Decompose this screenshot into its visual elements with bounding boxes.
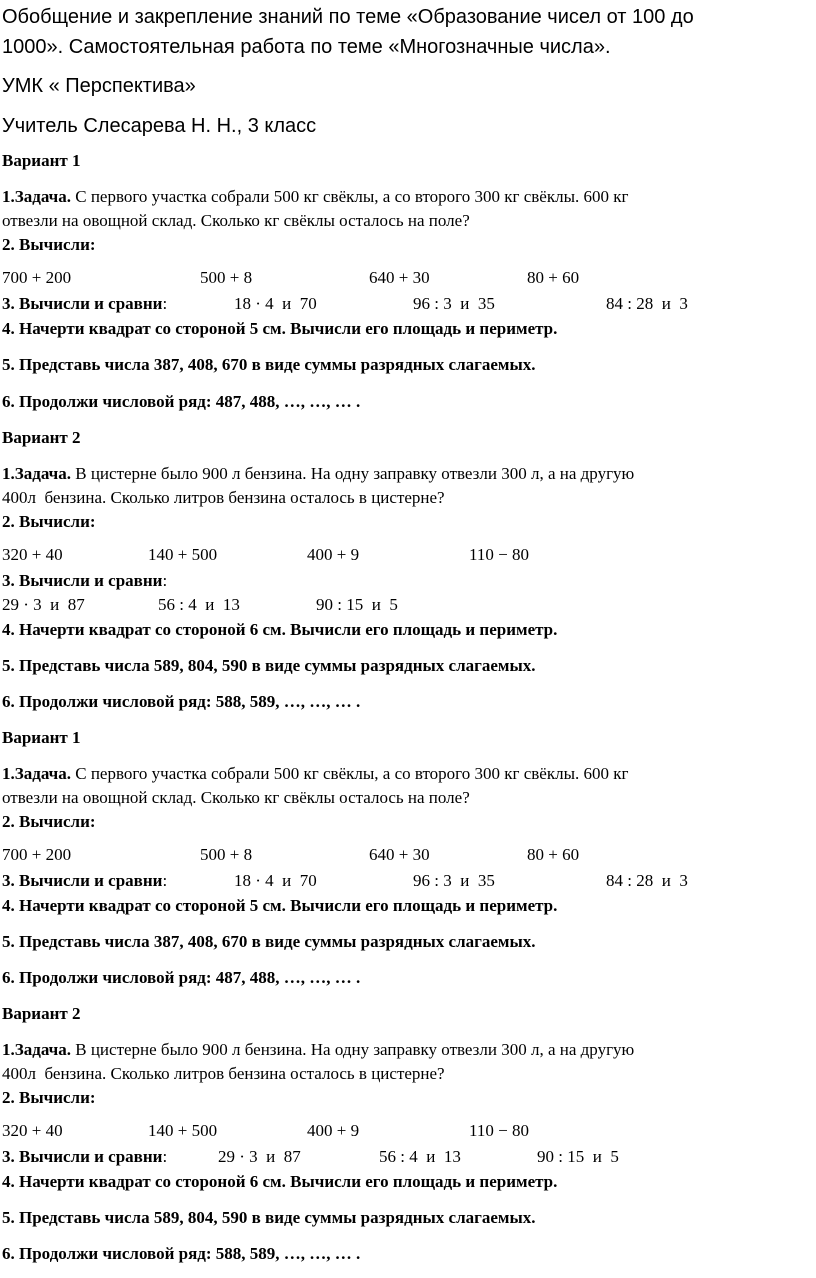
task-1-text: В цистерне было 900 л бензина. На одну заправку отвезли 300 л, а на другую	[70, 1040, 635, 1059]
compare-expression: 90 : 15 и 5	[316, 595, 398, 614]
task-2-label: 2. Вычисли:	[2, 1088, 96, 1107]
compare-expression: 84 : 28 и 3	[606, 294, 688, 313]
title-line-2: 1000». Самостоятельная работа по теме «Многозначные числа».	[2, 36, 611, 58]
compare-expression: 56 : 4 и 13	[379, 1147, 461, 1166]
task-3-label-wrap	[2, 570, 167, 592]
task-4: 4. Начерти квадрат со стороной 5 см. Вычисли его площадь и периметр.	[2, 319, 558, 338]
variant-title: Вариант 1	[2, 728, 81, 747]
task-2-label: 2. Вычисли:	[2, 812, 96, 831]
compare-expression: 56 : 4 и 13	[158, 595, 240, 614]
calc-expression: 700 + 200	[2, 845, 72, 864]
task-1-text: С первого участка собрали 500 кг свёклы, а со второго 300 кг свёклы. 600 кг	[70, 764, 629, 783]
calc-expression: 500 + 8	[200, 268, 253, 287]
task-3-colon: :	[162, 871, 168, 890]
calc-expression: 320 + 40	[2, 1121, 63, 1140]
compare-expression: 18 · 4 и 70	[234, 294, 317, 313]
task-6: 6. Продолжи числовой ряд: 588, 589, …, …, … .	[2, 692, 361, 711]
task-1-line-1	[2, 186, 628, 208]
task-1-line-1	[2, 763, 628, 785]
task-5: 5. Представь числа 387, 408, 670 в виде суммы разрядных слагаемых.	[2, 355, 536, 374]
calc-expression: 80 + 60	[527, 845, 580, 864]
task-2-label: 2. Вычисли:	[2, 235, 96, 254]
task-5: 5. Представь числа 589, 804, 590 в виде суммы разрядных слагаемых.	[2, 656, 536, 675]
task-3-label: 3. Вычисли и сравни	[2, 571, 163, 590]
task-3-label: 3. Вычисли и сравни	[2, 871, 163, 890]
calc-expression: 140 + 500	[148, 545, 218, 564]
task-1-label: 1.Задача.	[2, 1040, 71, 1059]
calc-expression: 400 + 9	[307, 545, 360, 564]
calc-expression: 500 + 8	[200, 845, 253, 864]
task-1-line-2: отвезли на овощной склад. Сколько кг свёклы осталось на поле?	[2, 788, 470, 807]
calc-expression: 80 + 60	[527, 268, 580, 287]
compare-expression: 96 : 3 и 35	[413, 294, 495, 313]
compare-expression: 29 · 3 и 87	[2, 595, 85, 614]
task-1-text: С первого участка собрали 500 кг свёклы, а со второго 300 кг свёклы. 600 кг	[70, 187, 629, 206]
task-1-line-1	[2, 1039, 634, 1061]
task-3-label: 3. Вычисли и сравни	[2, 1147, 163, 1166]
task-4: 4. Начерти квадрат со стороной 6 см. Вычисли его площадь и периметр.	[2, 620, 558, 639]
task-5: 5. Представь числа 387, 408, 670 в виде суммы разрядных слагаемых.	[2, 932, 536, 951]
task-1-label: 1.Задача.	[2, 464, 71, 483]
variant-title: Вариант 2	[2, 428, 81, 447]
calc-expression: 110 − 80	[469, 1121, 529, 1140]
calc-expression: 640 + 30	[369, 268, 430, 287]
compare-expression: 96 : 3 и 35	[413, 871, 495, 890]
task-6: 6. Продолжи числовой ряд: 487, 488, …, …, … .	[2, 392, 361, 411]
task-3-label-wrap	[2, 870, 167, 892]
calc-expression: 640 + 30	[369, 845, 430, 864]
compare-expression: 18 · 4 и 70	[234, 871, 317, 890]
calc-expression: 110 − 80	[469, 545, 529, 564]
task-3-colon: :	[162, 1147, 168, 1166]
compare-expression: 84 : 28 и 3	[606, 871, 688, 890]
compare-expression: 29 · 3 и 87	[218, 1147, 301, 1166]
task-3-label-wrap	[2, 1146, 167, 1168]
task-1-line-2: 400л бензина. Сколько литров бензина осталось в цистерне?	[2, 1064, 445, 1083]
compare-expression: 90 : 15 и 5	[537, 1147, 619, 1166]
calc-expression: 140 + 500	[148, 1121, 218, 1140]
task-3-label: 3. Вычисли и сравни	[2, 294, 163, 313]
title-line-1: Обобщение и закрепление знаний по теме «Образование чисел от 100 до	[2, 6, 694, 28]
umk-line: УМК « Перспектива»	[2, 75, 196, 97]
task-3-colon: :	[162, 571, 168, 590]
task-3-colon: :	[162, 294, 168, 313]
task-1-label: 1.Задача.	[2, 187, 71, 206]
task-2-label: 2. Вычисли:	[2, 512, 96, 531]
task-5: 5. Представь числа 589, 804, 590 в виде суммы разрядных слагаемых.	[2, 1208, 536, 1227]
calc-expression: 320 + 40	[2, 545, 63, 564]
task-6: 6. Продолжи числовой ряд: 487, 488, …, …, … .	[2, 968, 361, 987]
variant-title: Вариант 2	[2, 1004, 81, 1023]
task-1-line-2: отвезли на овощной склад. Сколько кг свёклы осталось на поле?	[2, 211, 470, 230]
task-1-line-1	[2, 463, 634, 485]
teacher-line: Учитель Слесарева Н. Н., 3 класс	[2, 115, 317, 137]
task-1-text: В цистерне было 900 л бензина. На одну заправку отвезли 300 л, а на другую	[70, 464, 635, 483]
task-4: 4. Начерти квадрат со стороной 6 см. Вычисли его площадь и периметр.	[2, 1172, 558, 1191]
task-6: 6. Продолжи числовой ряд: 588, 589, …, …, … .	[2, 1244, 361, 1263]
task-4: 4. Начерти квадрат со стороной 5 см. Вычисли его площадь и периметр.	[2, 896, 558, 915]
calc-expression: 700 + 200	[2, 268, 72, 287]
calc-expression: 400 + 9	[307, 1121, 360, 1140]
variant-title: Вариант 1	[2, 151, 81, 170]
task-3-label-wrap	[2, 293, 167, 315]
task-1-line-2: 400л бензина. Сколько литров бензина осталось в цистерне?	[2, 488, 445, 507]
task-1-label: 1.Задача.	[2, 764, 71, 783]
